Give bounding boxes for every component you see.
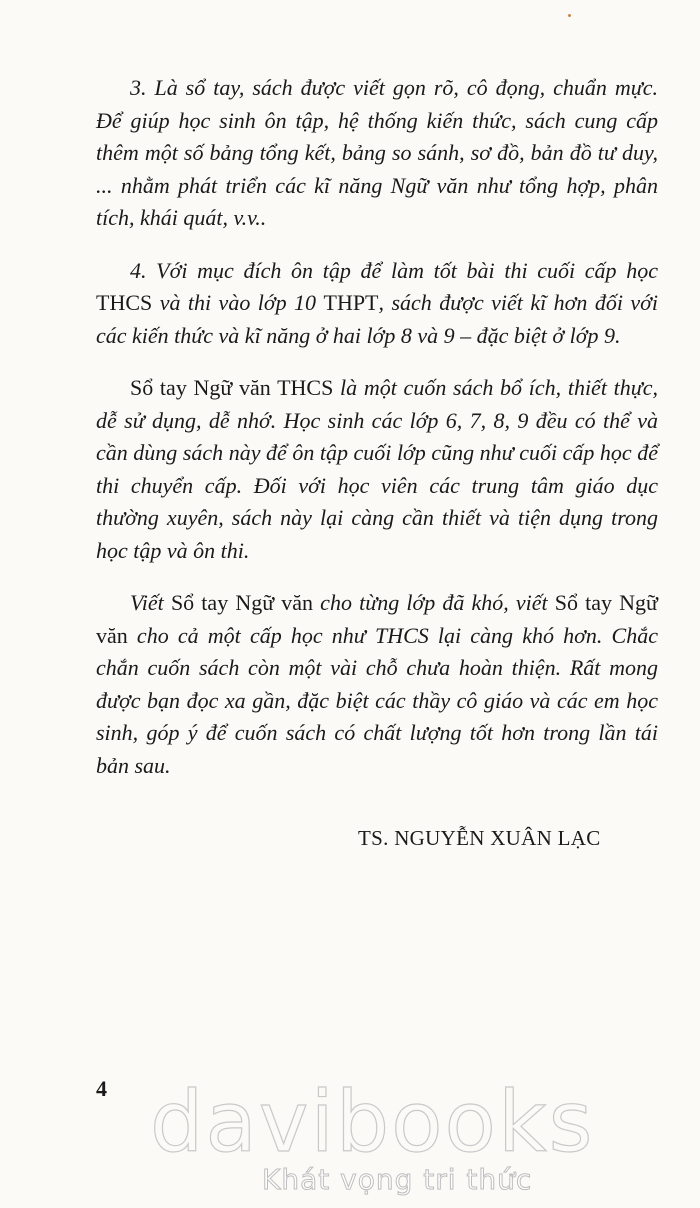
watermark-brand: davibooks [150, 1073, 595, 1171]
text-run: Sổ tay Ngữ văn [170, 590, 314, 615]
text-run: , sách được viết kĩ hơn đối với các kiến thức và kĩ năng ở hai lớp 8 và 9 – đặc biệt ở lớp 9. [96, 290, 659, 348]
text-run: THPT [323, 290, 379, 315]
paragraph-3 [96, 372, 658, 567]
text-run: 4. Với mục đích ôn tập để làm tốt bài thi cuối cấp học [130, 257, 658, 283]
text-run: Viết [130, 590, 171, 615]
preface-text [96, 72, 658, 802]
text-run: 3. Là sổ tay, sách được viết gọn rõ, cô đọng, chuẩn mực. Để giúp học sinh ôn tập, hệ thống kiến thức, sách cung cấp thêm một số bảng tổng kết, bảng so sánh, sơ đồ, bản đồ tư duy, ... nhằm phát triển các kĩ năng Ngữ văn như tổng hợp, phân tích, khái quát, v.v.. [96, 75, 658, 230]
text-run: cho từng lớp đã khó, viết [313, 590, 555, 615]
text-run: Sổ tay Ngữ văn THCS [130, 375, 334, 400]
text-run: là một cuốn sách bổ ích, thiết thực, dễ sử dụng, dễ nhớ. Học sinh các lớp 6, 7, 8, 9 đều có thể và cần dùng sách này để ôn tập cuối lớp cũng như cuối cấp học để thi chuyển cấp. Đối với học viên các trung tâm giáo dục thường xuyên, sách này lại càng cần thiết và tiện dụng trong học tập và ôn thi. [96, 375, 659, 563]
paragraph-2 [96, 255, 658, 353]
paragraph-1 [96, 72, 658, 235]
page-number: 4 [96, 1076, 107, 1101]
author-signature: TS. NGUYỄN XUÂN LẠC [358, 826, 601, 850]
paper-speck [568, 14, 571, 17]
text-run: và thi vào lớp 10 [152, 290, 324, 315]
watermark-tagline: Khát vọng tri thức [262, 1163, 533, 1196]
text-run: THCS [96, 290, 153, 315]
paragraph-4 [96, 587, 658, 782]
text-run: Sổ tay Ngữ văn [96, 590, 658, 648]
text-run: cho cả một cấp học như THCS lại càng khó hơn. Chắc chắn cuốn sách còn một vài chỗ chưa hoàn thiện. Rất mong được bạn đọc xa gần, đặc biệt các thầy cô giáo và các em học sinh, góp ý để cuốn sách có chất lượng tốt hơn trong lần tái bản sau. [96, 622, 658, 778]
